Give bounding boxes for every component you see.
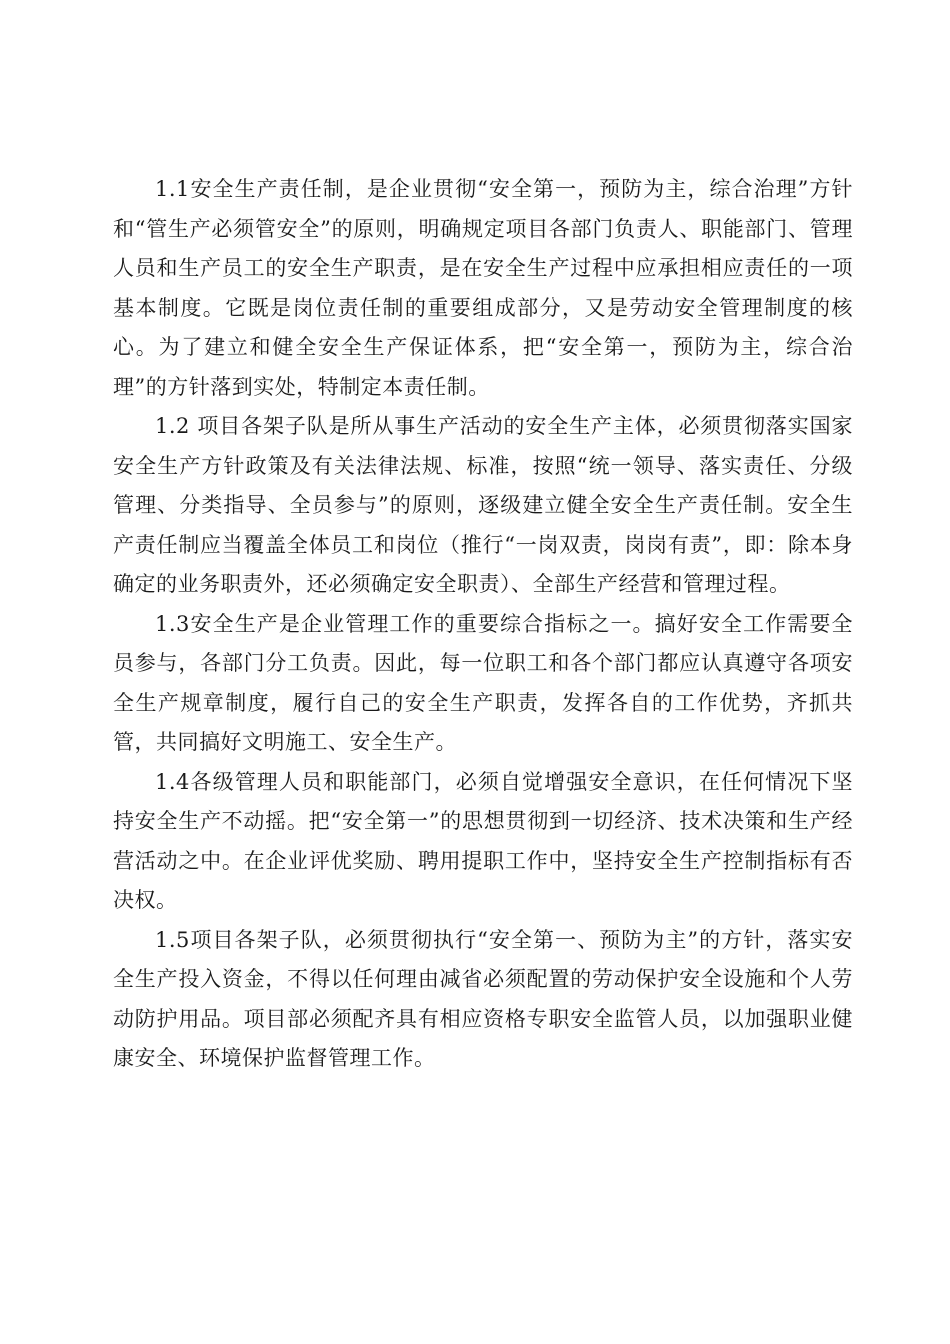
paragraph-1-4: 1.4各级管理人员和职能部门，必须自觉增强安全意识，在任何情况下坚持安全生产不动摇。把“安全第一”的思想贯彻到一切经济、技术决策和生产经营活动之中。在企业评优奖励、聘用提职工作中，坚持安全生产控制指标有否决权。: [113, 769, 853, 912]
paragraph-1-2: 1.2 项目各架子队是所从事生产活动的安全生产主体，必须贯彻落实国家安全生产方针政策及有关法律法规、标准，按照“统一领导、落实责任、分级管理、分类指导、全员参与”的原则，逐级建立健全安全生产责任制。安全生产责任制应当覆盖全体员工和岗位（推行“一岗双责，岗岗有责”，即：除本身确定的业务职责外，还必须确定安全职责）、全部生产经营和管理过程。: [113, 414, 853, 596]
paragraph-1-3: 1.3安全生产是企业管理工作的重要综合指标之一。搞好安全工作需要全员参与，各部门分工负责。因此，每一位职工和各个部门都应认真遵守各项安全生产规章制度，履行自己的安全生产职责，发挥各自的工作优势，齐抓共管，共同搞好文明施工、安全生产。: [113, 611, 853, 754]
document-body: [113, 170, 853, 1079]
paragraph-1-1: 1.1安全生产责任制，是企业贯彻“安全第一，预防为主，综合治理”方针和“管生产必须管安全”的原则，明确规定项目各部门负责人、职能部门、管理人员和生产员工的安全生产职责，是在安全生产过程中应承担相应责任的一项基本制度。它既是岗位责任制的重要组成部分，又是劳动安全管理制度的核心。为了建立和健全安全生产保证体系，把“安全第一，预防为主，综合治理”的方针落到实处，特制定本责任制。: [113, 177, 853, 399]
paragraph-1-5: 1.5项目各架子队，必须贯彻执行“安全第一、预防为主”的方针，落实安全生产投入资金，不得以任何理由减省必须配置的劳动保护安全设施和个人劳动防护用品。项目部必须配齐具有相应资格专职安全监管人员，以加强职业健康安全、环境保护监督管理工作。: [113, 927, 853, 1070]
